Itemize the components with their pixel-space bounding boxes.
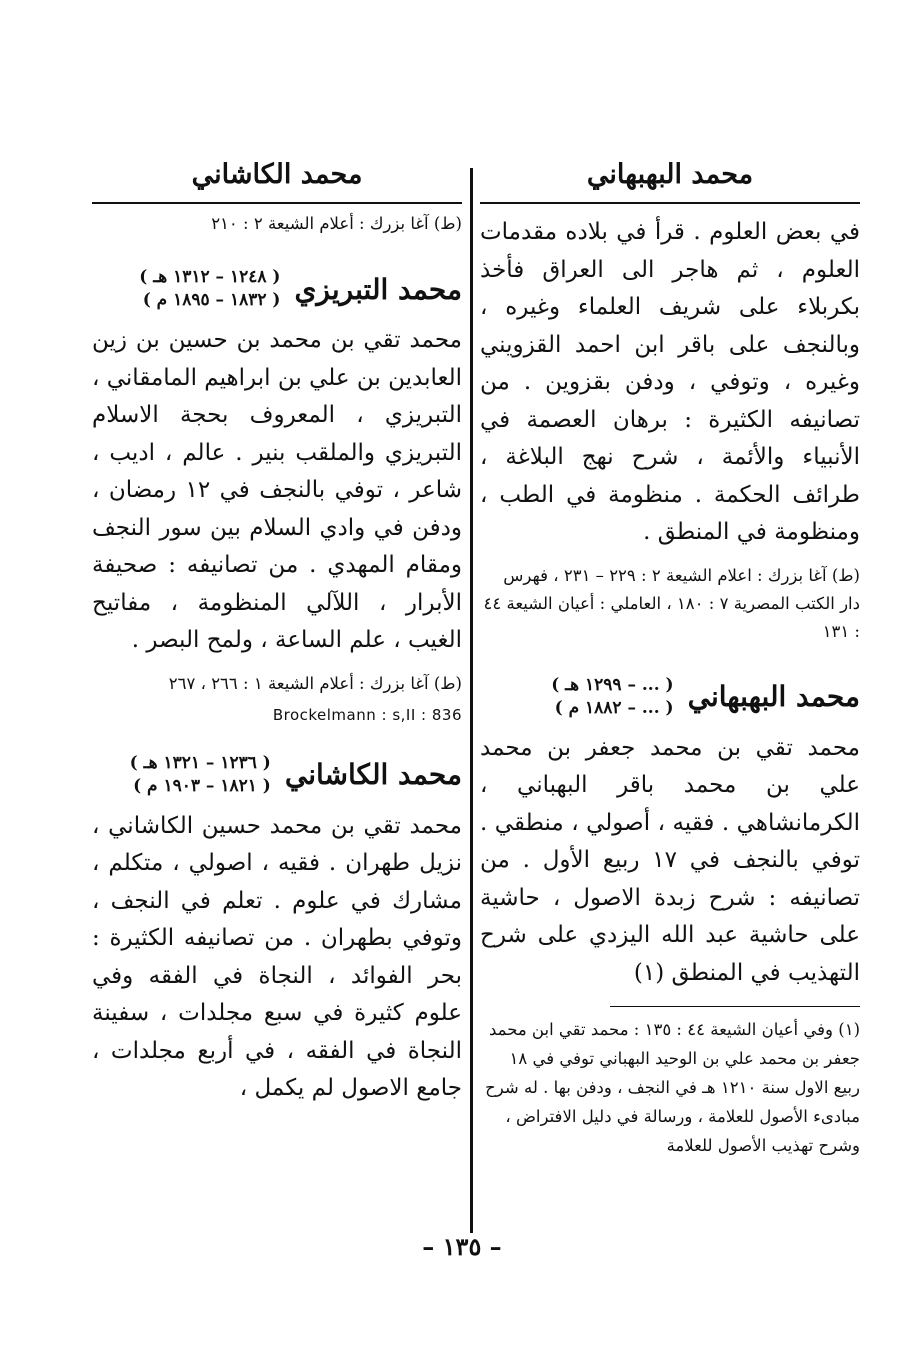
right-column-header: محمد البهبهاني [480, 150, 860, 204]
entry-references: (ط) آغا بزرك : اعلام الشيعة ٢ : ٢٢٩ – ٢٣١ ، فهرس دار الكتب المصرية ٧ : ١٨٠ ، العاملي : أعيان الشيعة ٤٤ : ١٣١ [483, 565, 860, 641]
footnote-rule [610, 1006, 860, 1007]
dates-gregorian: ( ... – ١٨٨٢ م ) [554, 697, 674, 718]
footnote: (١) وفي أعيان الشيعة ٤٤ : ١٣٥ : محمد تقي ابن محمد جعفر بن محمد علي بن الوحيد البهباني توفي في ١٨ ربيع الاول سنة ١٢١٠ هـ في النجف ، ودفن بها . له شرح مبادىء الأصول للعلامة ، ورسالة في دليل الافتراض ، وشرح تهذيب الأصول للعلامة [485, 1020, 860, 1155]
dates-gregorian: ( ١٨٢١ – ١٩٠٣ م ) [133, 775, 271, 796]
entry-references: (ط) آغا بزرك : أعلام الشيعة ٢ : ٢١٠ [211, 214, 462, 233]
entry-dates [130, 752, 271, 798]
entry-text: محمد تقي بن محمد بن حسين بن زين العابدين بن علي بن ابراهيم المامقاني ، التبريزي ، المعروف بحجة الاسلام التبريزي والملقب بنير . عالم ، اديب ، شاعر ، توفي بالنجف في ١٢ رمضان ، ودفن في وادي السلام بين سور النجف ومقام المهدي . من تصانيفه : صحيفة الأبرار ، اللآلي المنظومة ، مفاتيح الغيب ، علم الساعة ، ولمح البصر . [92, 327, 462, 653]
entry-dates [139, 266, 280, 312]
left-column [92, 150, 462, 1108]
entry-references: (ط) آغا بزرك : أعلام الشيعة ١ : ٢٦٦ ، ٢٦٧ [168, 673, 462, 693]
dates-hijri: ( ... – ١٢٩٩ هـ ) [551, 674, 674, 695]
right-column [480, 150, 860, 1160]
column-divider [470, 168, 473, 1233]
entry-text: محمد تقي بن محمد حسين الكاشاني ، نزيل طهران . فقيه ، اصولي ، متكلم ، مشارك في علوم . تعلم في النجف ، وتوفي بطهران . من تصانيفه الكثيرة : بحر الفوائد ، النجاة في الفقه وفي علوم كثيرة في سبع مجلدات ، سفينة النجاة في الفقه ، في أربع مجلدات ، جامع الاصول لم يكمل ، [92, 812, 462, 1101]
entry-heading [92, 752, 462, 798]
left-column-header: محمد الكاشاني [92, 150, 462, 204]
entry-text: محمد تقي بن محمد جعفر بن محمد علي بن محمد باقر البهباني ، الكرمانشاهي . فقيه ، أصولي ، منطقي . توفي بالنجف في ١٧ ربيع الأول . من تصانيفه : شرح زبدة الاصول ، حاشية على حاشية عبد الله اليزدي على شرح التهذيب في المنطق (١) [480, 734, 860, 986]
entry-heading [480, 674, 860, 720]
dates-hijri: ( ١٢٣٦ – ١٣٢١ هـ ) [129, 752, 271, 773]
page-number: – ١٣٥ – [422, 1232, 502, 1261]
entry-name: محمد التبريزي [294, 272, 462, 306]
dates-gregorian: ( ١٨٣٢ – ١٨٩٥ م ) [142, 290, 281, 310]
entry-continuation-text: في بعض العلوم . قرأ في بلاده مقدمات العلوم ، ثم هاجر الى العراق فأخذ بكربلاء على شريف العلماء وغيره ، وبالنجف على باقر ابن احمد القزويني وغيره ، وتوفي ، ودفن بقزوين . من تصانيفه الكثيرة : برهان العصمة في الأنبياء والأئمة ، شرح نهج البلاغة ، طرائف الحكمة . منظومة في الطب ، ومنظومة في المنطق . [480, 219, 860, 545]
entry-name: محمد البهبهاني [687, 680, 860, 713]
latin-reference: Brockelmann : s,II : 836 [272, 705, 462, 724]
entry-dates [551, 674, 673, 720]
entry-heading [92, 266, 462, 312]
dates-hijri: ( ١٢٤٨ – ١٣١٢ هـ ) [139, 267, 281, 287]
entry-name: محمد الكاشاني [284, 758, 462, 791]
